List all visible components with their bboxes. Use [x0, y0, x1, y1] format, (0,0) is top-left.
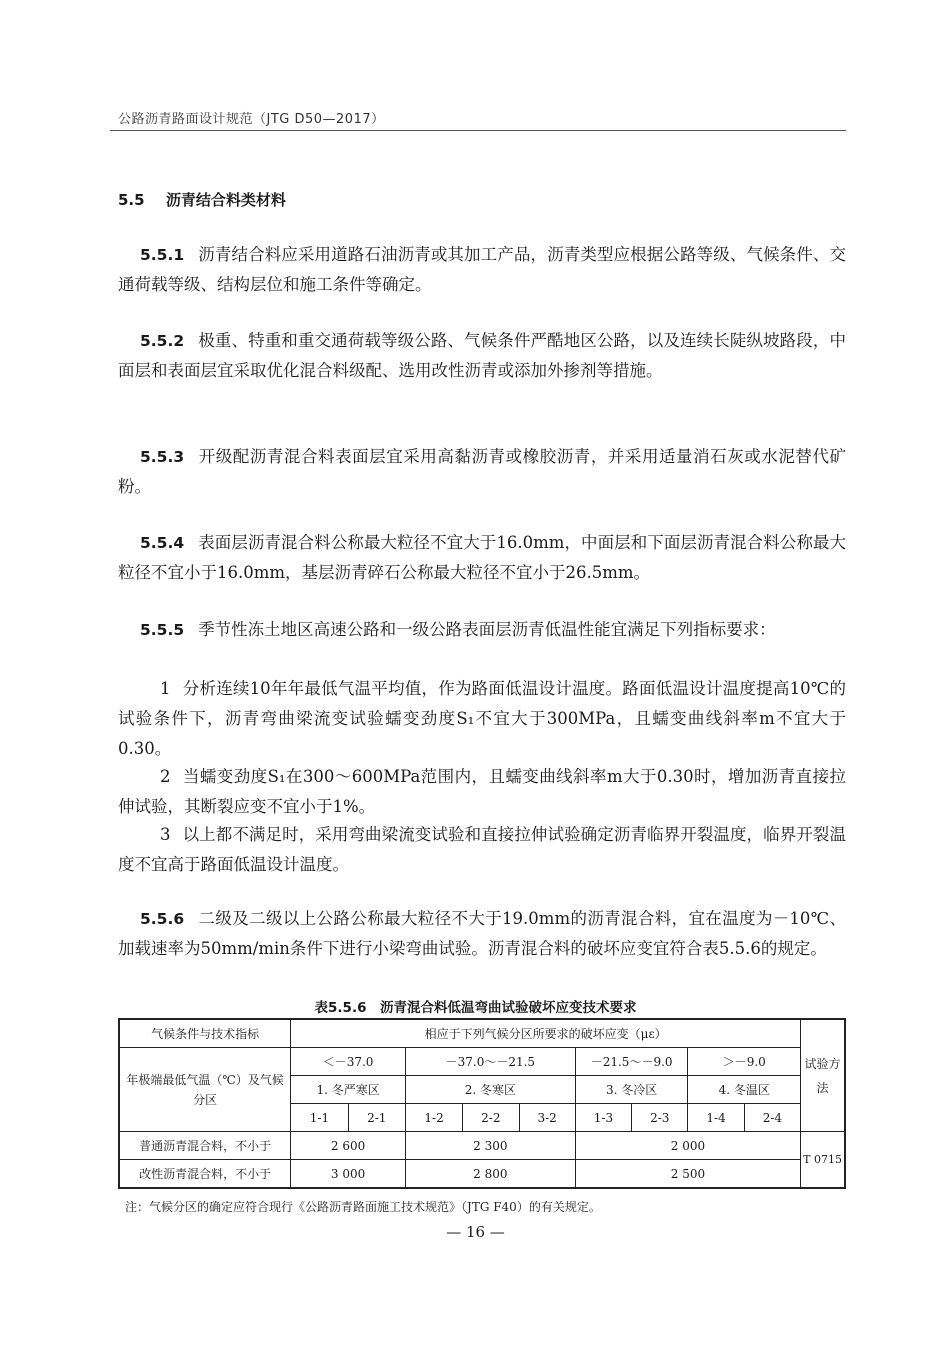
table-note: 注：气候分区的确定应符合现行《公路沥青路面施工技术规范》（JTG F40）的有关规定。: [125, 1200, 601, 1214]
item-555-3: [118, 820, 846, 880]
section-title: [118, 189, 286, 210]
clause-5-5-5: [118, 615, 846, 645]
header-rule: [110, 130, 846, 131]
strain-requirements-table: [118, 1018, 846, 1189]
item-number: 2: [160, 767, 171, 786]
row-label: 普通沥青混合料，不小于: [119, 1132, 291, 1160]
subzone-cell: 1-3: [575, 1104, 631, 1132]
clause-number: 5.5.1: [140, 246, 185, 264]
strain-value: 2 000: [575, 1132, 800, 1160]
clause-5-5-1: [118, 240, 846, 300]
table-caption: 表5.5.6 沥青混合料低温弯曲试验破坏应变技术要求: [314, 1000, 637, 1016]
strain-value: 2 500: [575, 1160, 800, 1189]
clause-text: 表面层沥青混合料公称最大粒径不宜大于16.0mm，中面层和下面层沥青混合料公称最大粒径不宜小于16.0mm，基层沥青碎石公称最大粒径不宜小于26.5mm。: [118, 533, 846, 582]
clause-number: 5.5.4: [140, 534, 185, 552]
clause-text: 沥青结合料应采用道路石油沥青或其加工产品，沥青类型应根据公路等级、气候条件、交通荷载等级、结构层位和施工条件等确定。: [118, 245, 846, 294]
strain-value: 2 300: [405, 1132, 575, 1160]
temp-range-cell: －37.0～－21.5: [405, 1048, 575, 1076]
strain-value: 2 600: [291, 1132, 406, 1160]
subzone-cell: 1-1: [291, 1104, 348, 1132]
zone-cell: 3. 冬冷区: [575, 1076, 688, 1104]
table-row: [119, 1160, 845, 1189]
running-header: 公路沥青路面设计规范（JTG D50—2017）: [118, 112, 385, 127]
zone-cell: 4. 冬温区: [688, 1076, 801, 1104]
zone-cell: 1. 冬严寒区: [291, 1076, 406, 1104]
clause-5-5-6: [118, 904, 846, 964]
temp-range-cell: ＜－37.0: [291, 1048, 406, 1076]
section-number: 5.5: [118, 191, 145, 209]
temp-range-row: [119, 1048, 845, 1076]
item-text: 以上都不满足时，采用弯曲梁流变试验和直接拉伸试验确定沥青临界开裂温度，临界开裂温度不宜高于路面低温设计温度。: [118, 825, 846, 874]
section-title-text: 沥青结合料类材料: [165, 191, 286, 209]
table-header-row: [119, 1019, 845, 1048]
clause-text: 二级及二级以上公路公称最大粒径不大于19.0mm的沥青混合料，宜在温度为－10℃、加载速率为50mm/min条件下进行小梁弯曲试验。沥青混合料的破坏应变宜符合表5.5.6的规定。: [118, 909, 846, 958]
table-row: [119, 1132, 845, 1160]
subzone-cell: 1-2: [405, 1104, 462, 1132]
item-text: 当蠕变劲度S₁在300～600MPa范围内，且蠕变曲线斜率m大于0.30时，增加沥青直接拉伸试验，其断裂应变不宜小于1%。: [118, 767, 846, 816]
item-number: 1: [160, 679, 171, 698]
clause-text: 开级配沥青混合料表面层宜采用高黏沥青或橡胶沥青，并采用适量消石灰或水泥替代矿粉。: [118, 447, 846, 496]
strain-value: 2 800: [405, 1160, 575, 1189]
subzone-cell: 2-4: [744, 1104, 800, 1132]
temp-range-cell: ＞－9.0: [688, 1048, 801, 1076]
test-method-value: T 0715: [801, 1132, 845, 1189]
strain-value: 3 000: [291, 1160, 406, 1189]
clause-text: 季节性冻土地区高速公路和一级公路表面层沥青低温性能宜满足下列指标要求：: [198, 620, 776, 639]
item-555-1: [118, 674, 846, 764]
test-method-header: 试验方法: [801, 1019, 845, 1132]
clause-5-5-3: [118, 442, 846, 502]
clause-number: 5.5.6: [140, 910, 185, 928]
clause-number: 5.5.5: [140, 621, 185, 639]
row-label: 改性沥青混合料，不小于: [119, 1160, 291, 1189]
clause-number: 5.5.3: [140, 448, 185, 466]
subzone-cell: 2-2: [463, 1104, 519, 1132]
subzone-cell: 1-4: [688, 1104, 744, 1132]
page-number: — 16 —: [446, 1223, 505, 1241]
item-number: 3: [160, 825, 171, 844]
subzone-cell: 2-3: [632, 1104, 688, 1132]
item-555-2: [118, 762, 846, 822]
header-main-cell: 相应于下列气候分区所要求的破坏应变（με）: [291, 1019, 801, 1048]
item-text: 分析连续10年年最低气温平均值，作为路面低温设计温度。路面低温设计温度提高10℃的试验条件下，沥青弯曲梁流变试验蠕变劲度S₁不宜大于300MPa，且蠕变曲线斜率m不宜大于0.30。: [118, 679, 846, 758]
row-label-cell: 年极端最低气温（℃）及气候分区: [119, 1048, 291, 1132]
header-left-cell: 气候条件与技术指标: [119, 1019, 291, 1048]
temp-range-cell: －21.5～－9.0: [575, 1048, 688, 1076]
clause-5-5-2: [118, 326, 846, 386]
clause-number: 5.5.2: [140, 332, 185, 350]
clause-text: 极重、特重和重交通荷载等级公路、气候条件严酷地区公路，以及连续长陡纵坡路段，中面层和表面层宜采取优化混合料级配、选用改性沥青或添加外掺剂等措施。: [118, 331, 846, 380]
subzone-cell: 2-1: [348, 1104, 405, 1132]
clause-5-5-4: [118, 528, 846, 588]
subzone-cell: 3-2: [519, 1104, 575, 1132]
zone-cell: 2. 冬寒区: [405, 1076, 575, 1104]
